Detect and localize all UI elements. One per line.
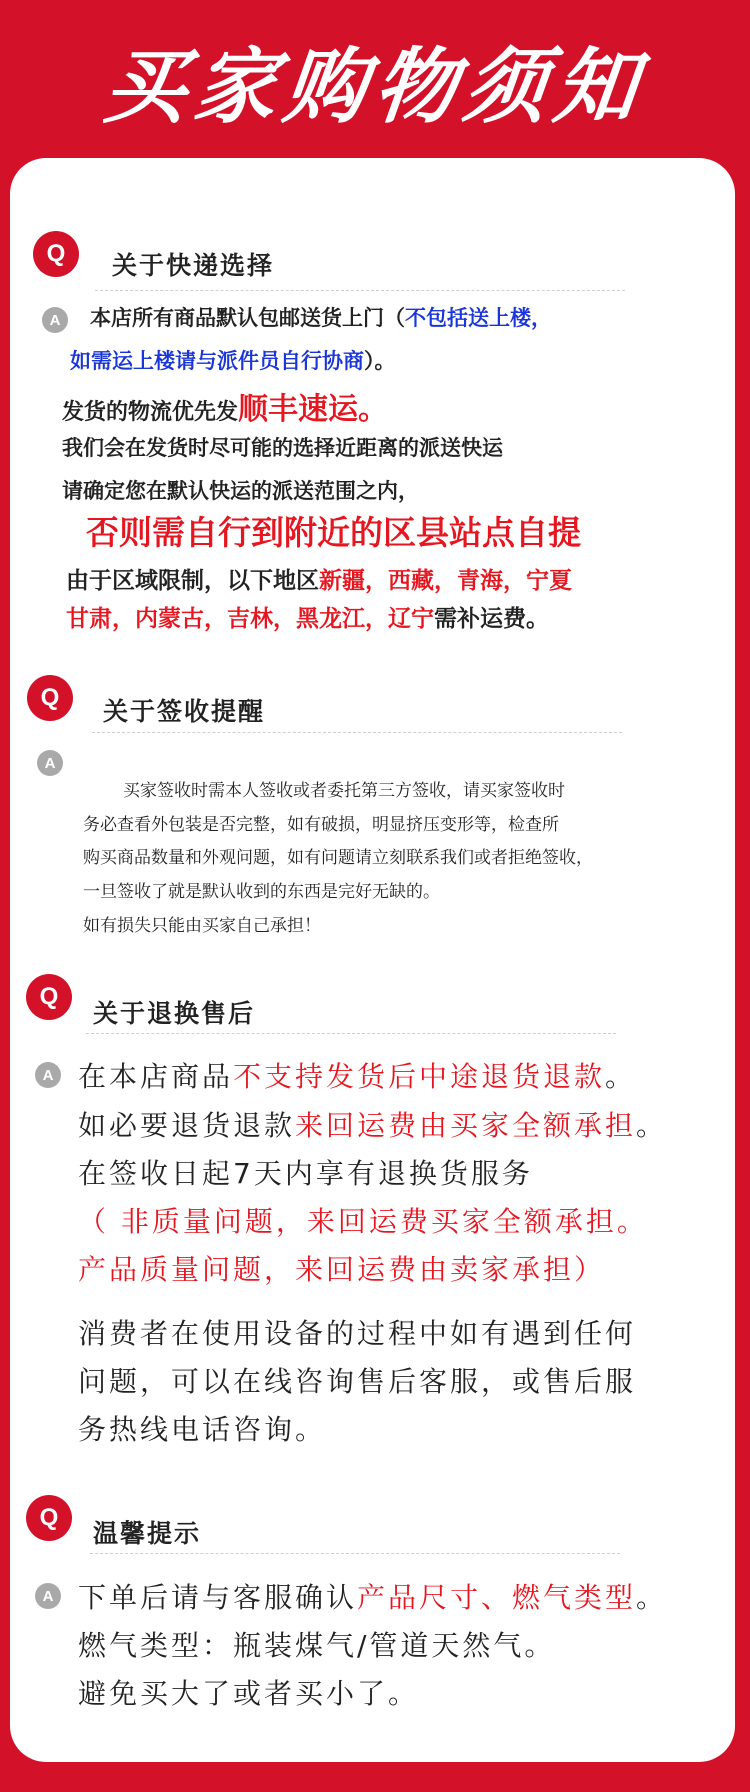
signing-line-2: 务必查看外包装是否完整，如有破损，明显挤压变形等，检查所 [83,815,559,835]
answer-badge-icon: A [35,1583,61,1609]
section-divider [86,1033,616,1034]
delivery-line-6: 否则需自行到附近的区县站点自提 [86,513,581,552]
delivery-line-4: 我们会在发货时尽可能的选择近距离的派送快运 [62,436,503,460]
tips-line-1: 下单后请与客服确认产品尺寸、燃气类型。 [78,1581,668,1614]
question-badge-icon: Q [33,231,79,277]
section-title-after-sales: 关于退换售后 [93,999,256,1028]
after-sales-line-2: 如必要退货退款来回运费由买家全额承担。 [78,1109,668,1142]
after-sales-line-3: 在签收日起7天内享有退换货服务 [78,1157,533,1190]
tips-line-3: 避免买大了或者买小了。 [78,1677,420,1710]
header-banner [0,0,750,160]
delivery-line-1: 本店所有商品默认包邮送货上门（不包括送上楼， [90,306,552,330]
answer-badge-icon: A [42,307,68,333]
delivery-line-2: 如需运上楼请与派件员自行协商）。 [70,349,396,373]
tips-line-2: 燃气类型：瓶装煤气/管道天然气。 [78,1629,556,1662]
after-sales-line-4: （ 非质量问题，来回运费买家全额承担。 [78,1205,648,1238]
signing-line-4: 一旦签收了就是默认收到的东西是完好无缺的。 [83,882,440,902]
question-badge-icon: Q [27,675,73,721]
section-title-delivery: 关于快递选择 [112,251,275,280]
question-badge-icon: Q [26,1495,72,1541]
after-sales-line-8: 务热线电话咨询。 [78,1413,327,1446]
page-title: 买家购物须知 [99,39,650,135]
section-divider [95,290,625,291]
after-sales-line-1: 在本店商品不支持发货后中途退货退款。 [78,1060,637,1093]
signing-line-1: 买家签收时需本人签收或者委托第三方签收，请买家签收时 [123,781,565,801]
signing-line-5: 如有损失只能由买家自己承担！ [83,916,321,936]
section-title-signing: 关于签收提醒 [103,697,266,726]
answer-badge-icon: A [37,750,63,776]
after-sales-line-5: 产品质量问题，来回运费由卖家承担） [78,1253,606,1286]
answer-badge-icon: A [35,1062,61,1088]
section-divider [92,732,622,733]
question-badge-icon: Q [26,974,72,1020]
delivery-line-3: 发货的物流优先发顺丰速运。 [62,392,389,427]
after-sales-line-7: 问题，可以在线咨询售后客服，或售后服 [78,1365,637,1398]
after-sales-line-6: 消费者在使用设备的过程中如有遇到任何 [78,1317,637,1350]
delivery-line-5: 请确定您在默认快运的派送范围之内， [62,479,419,503]
section-title-tips: 温馨提示 [93,1519,202,1548]
delivery-line-7: 由于区域限制，以下地区新疆，西藏，青海，宁夏 [66,568,572,594]
signing-line-3: 购买商品数量和外观问题，如有问题请立刻联系我们或者拒绝签收， [83,848,593,868]
delivery-line-8: 甘肃，内蒙古，吉林，黑龙江，辽宁需补运费。 [66,606,549,632]
section-divider [90,1553,620,1554]
